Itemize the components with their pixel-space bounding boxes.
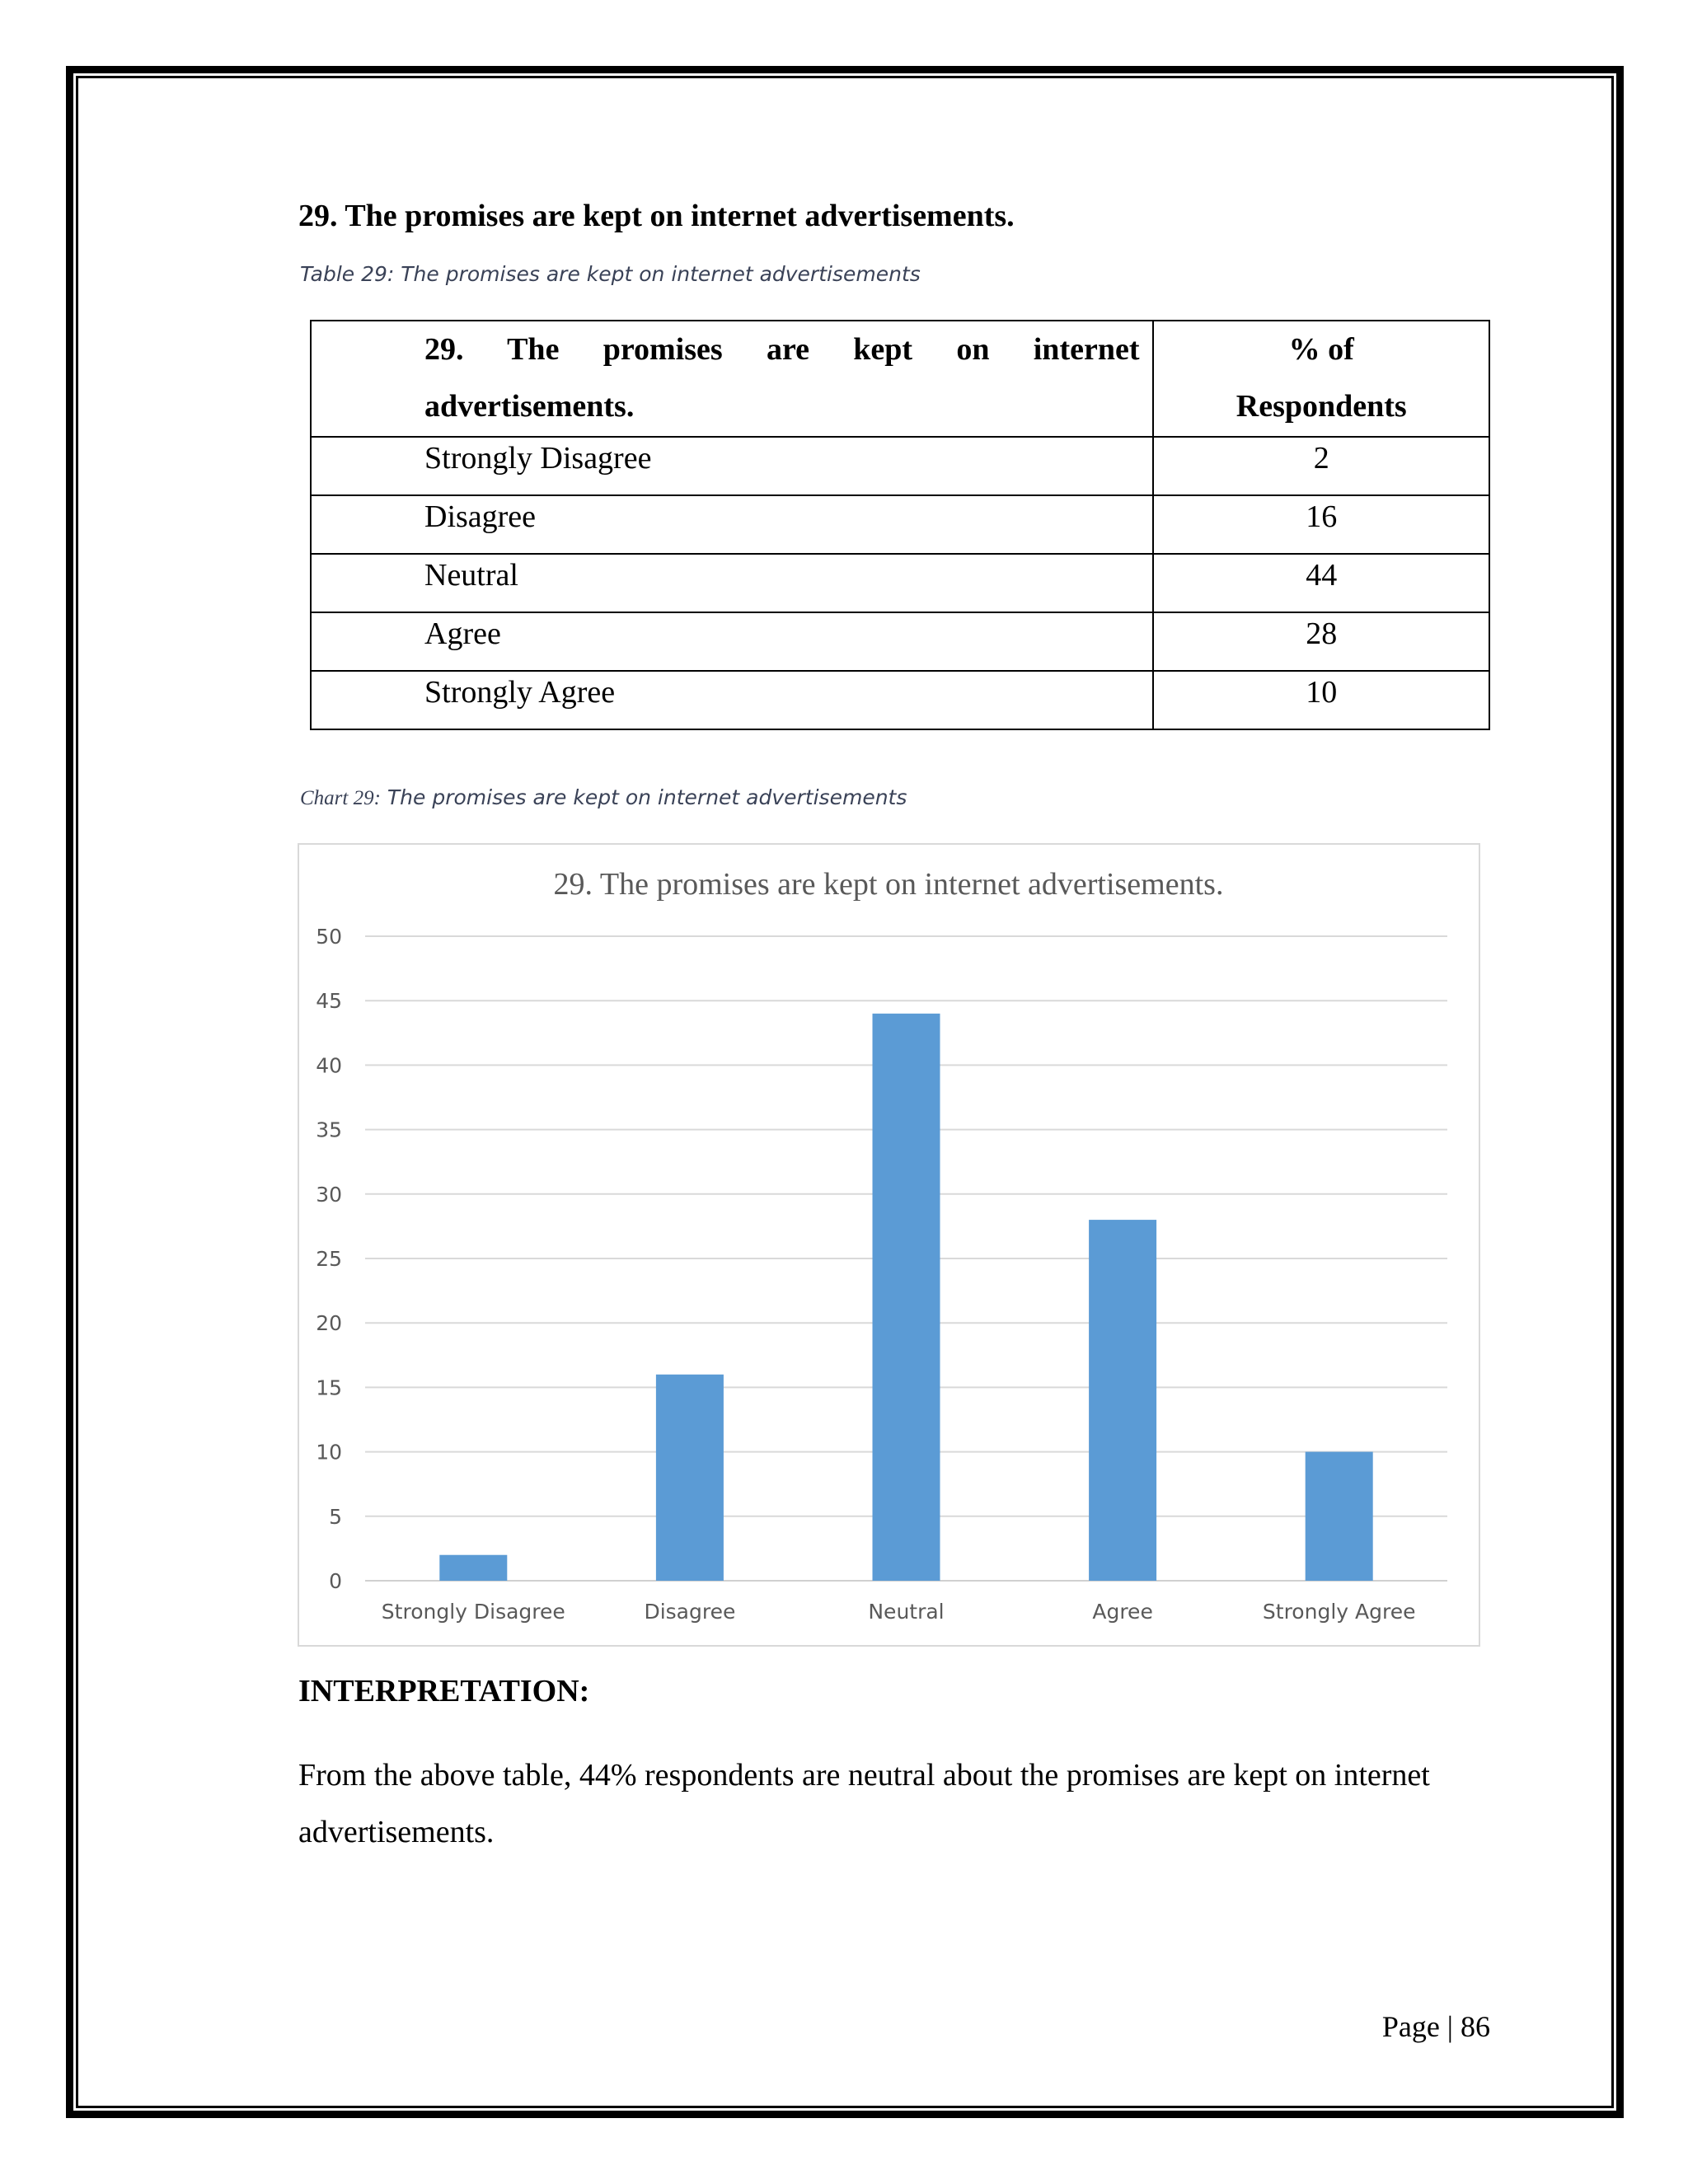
y-tick-label: 45	[316, 989, 342, 1014]
header-right-line1: % of	[1288, 332, 1354, 367]
bar-disagree	[656, 1375, 724, 1581]
table-row	[311, 612, 1489, 671]
table-row	[311, 495, 1489, 554]
header-right-line2: Respondents	[1236, 389, 1407, 424]
row-value: 10	[1306, 675, 1338, 710]
row-value: 28	[1306, 616, 1338, 651]
page-number: Page | 86	[1381, 2010, 1490, 2043]
x-tick-label: Strongly Agree	[1262, 1600, 1416, 1624]
table-header-row	[311, 321, 1489, 437]
y-tick-label: 5	[329, 1504, 342, 1529]
chart-x-axis	[382, 1600, 1416, 1624]
row-label: Strongly Disagree	[424, 441, 652, 476]
row-value: 16	[1306, 499, 1338, 534]
section-heading: 29. The promises are kept on internet advertisements.	[298, 199, 1015, 233]
chart-caption-prefix: Chart 29:	[300, 787, 381, 809]
row-label: Strongly Agree	[424, 675, 616, 710]
interpretation-title: INTERPRETATION:	[298, 1674, 590, 1708]
y-tick-label: 10	[316, 1440, 342, 1465]
table-row	[311, 671, 1489, 729]
x-tick-label: Disagree	[644, 1600, 736, 1624]
table-row	[311, 554, 1489, 612]
y-tick-label: 15	[316, 1376, 342, 1400]
table-header-statement	[311, 321, 1153, 437]
table-caption: Table 29: The promises are kept on internet advertisements	[300, 262, 921, 286]
x-tick-label: Strongly Disagree	[381, 1600, 565, 1624]
row-value: 44	[1306, 558, 1338, 593]
row-label: Disagree	[424, 499, 537, 534]
bar-agree	[1089, 1220, 1156, 1581]
row-value: 2	[1313, 441, 1329, 476]
y-tick-label: 0	[329, 1569, 342, 1593]
bar-chart	[298, 843, 1480, 1647]
respondents-table	[310, 320, 1490, 730]
x-tick-label: Neutral	[868, 1600, 945, 1624]
table-row	[311, 437, 1489, 495]
chart-title: 29. The promises are kept on internet advertisements.	[553, 867, 1224, 902]
chart-bars	[439, 1014, 1372, 1581]
header-left-line1: 29. The promises are kept on internet	[424, 332, 1140, 367]
bar-neutral	[873, 1014, 940, 1581]
header-left-line2: advertisements.	[424, 389, 635, 424]
chart-caption-text: The promises are kept on internet advertisements	[380, 785, 907, 809]
y-tick-label: 50	[316, 925, 342, 949]
row-label: Agree	[424, 616, 501, 651]
y-tick-label: 20	[316, 1311, 342, 1336]
bar-strongly-disagree	[439, 1555, 507, 1581]
chart-y-axis	[316, 925, 342, 1593]
row-label: Neutral	[424, 558, 518, 593]
y-tick-label: 25	[316, 1247, 342, 1271]
interpretation-text: From the above table, 44% respondents are neutral about the promises are kept on internet advertisements.	[298, 1758, 1430, 1849]
bar-chart-svg	[299, 845, 1479, 1645]
bar-strongly-agree	[1306, 1452, 1373, 1581]
table-header-percent	[1153, 321, 1489, 437]
y-tick-label: 35	[316, 1118, 342, 1142]
y-tick-label: 40	[316, 1053, 342, 1078]
chart-caption	[300, 785, 907, 810]
y-tick-label: 30	[316, 1182, 342, 1207]
x-tick-label: Agree	[1092, 1600, 1153, 1624]
